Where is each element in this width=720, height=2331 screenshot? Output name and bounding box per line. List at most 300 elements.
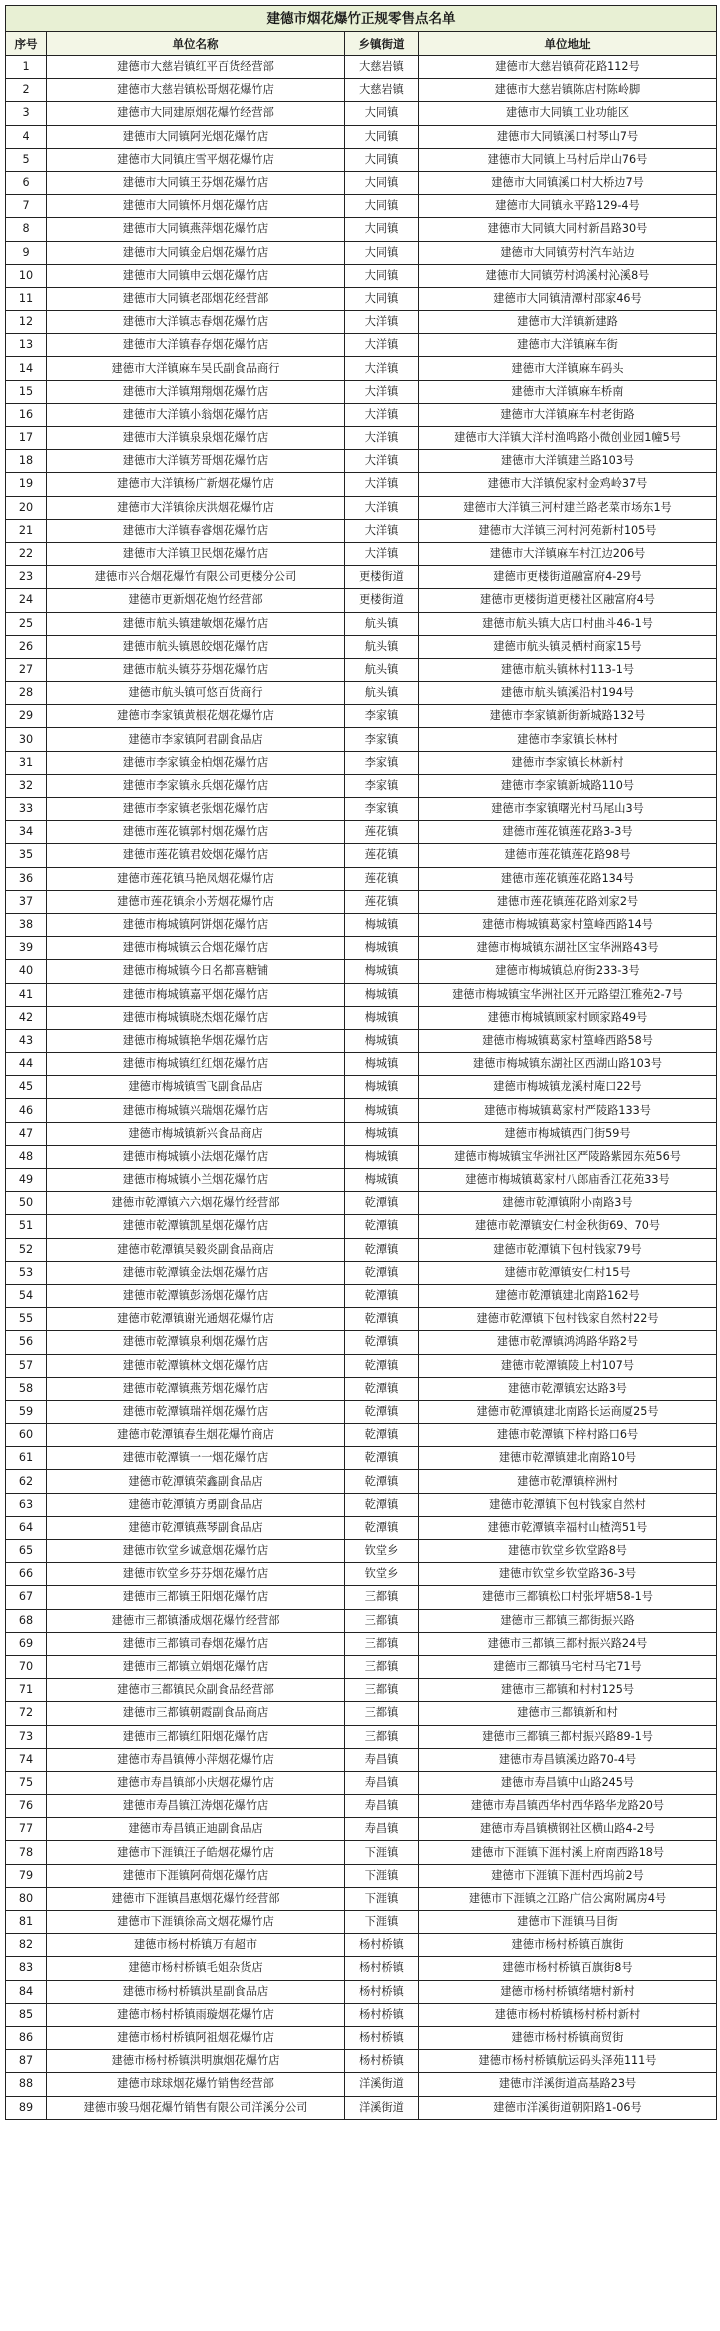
town-street: 梅城镇 bbox=[345, 1145, 419, 1168]
unit-name: 建德市李家镇永兵烟花爆竹店 bbox=[47, 774, 345, 797]
table-row bbox=[6, 1586, 717, 1609]
unit-address: 建德市杨村桥镇商贸街 bbox=[419, 2026, 717, 2049]
unit-name: 建德市大洋镇杨广新烟花爆竹店 bbox=[47, 473, 345, 496]
unit-name: 建德市李家镇老张烟花爆竹店 bbox=[47, 798, 345, 821]
unit-name: 建德市大洋镇芳哥烟花爆竹店 bbox=[47, 450, 345, 473]
unit-name: 建德市三都镇司春烟花爆竹店 bbox=[47, 1632, 345, 1655]
table-row bbox=[6, 1284, 717, 1307]
unit-address: 建德市三都镇松口村张坪塘58-1号 bbox=[419, 1586, 717, 1609]
town-street: 梅城镇 bbox=[345, 1076, 419, 1099]
table-row bbox=[6, 1493, 717, 1516]
table-row bbox=[6, 2026, 717, 2049]
town-street: 三都镇 bbox=[345, 1632, 419, 1655]
table-row bbox=[6, 937, 717, 960]
town-street: 乾潭镇 bbox=[345, 1261, 419, 1284]
table-row bbox=[6, 1725, 717, 1748]
table-row bbox=[6, 566, 717, 589]
table-row bbox=[6, 1887, 717, 1910]
row-number: 75 bbox=[6, 1771, 47, 1794]
table-row bbox=[6, 1563, 717, 1586]
unit-name: 建德市梅城镇云合烟花爆竹店 bbox=[47, 937, 345, 960]
unit-name: 建德市大同建原烟花爆竹经营部 bbox=[47, 102, 345, 125]
table-row bbox=[6, 56, 717, 79]
unit-address: 建德市梅城镇龙溪村庵口22号 bbox=[419, 1076, 717, 1099]
table-body bbox=[6, 56, 717, 2120]
unit-name: 建德市三都镇潘成烟花爆竹经营部 bbox=[47, 1609, 345, 1632]
unit-address: 建德市大同镇工业功能区 bbox=[419, 102, 717, 125]
unit-address: 建德市梅城镇葛家村八郎庙香江花苑33号 bbox=[419, 1169, 717, 1192]
unit-address: 建德市大洋镇麻车村江边206号 bbox=[419, 542, 717, 565]
unit-address: 建德市大同镇大同村新昌路30号 bbox=[419, 218, 717, 241]
table-row bbox=[6, 1818, 717, 1841]
unit-address: 建德市乾潭镇建北南路10号 bbox=[419, 1447, 717, 1470]
town-street: 下涯镇 bbox=[345, 1887, 419, 1910]
town-street: 大洋镇 bbox=[345, 334, 419, 357]
row-number: 35 bbox=[6, 844, 47, 867]
table-row bbox=[6, 1771, 717, 1794]
row-number: 32 bbox=[6, 774, 47, 797]
row-number: 44 bbox=[6, 1053, 47, 1076]
retail-list-table bbox=[5, 5, 717, 2120]
town-street: 航头镇 bbox=[345, 682, 419, 705]
unit-name: 建德市大洋镇翔翔烟花爆竹店 bbox=[47, 380, 345, 403]
unit-name: 建德市杨村桥镇毛姐杂货店 bbox=[47, 1957, 345, 1980]
unit-address: 建德市钦堂乡钦堂路36-3号 bbox=[419, 1563, 717, 1586]
unit-name: 建德市乾潭镇春生烟花爆竹商店 bbox=[47, 1424, 345, 1447]
row-number: 70 bbox=[6, 1655, 47, 1678]
row-number: 53 bbox=[6, 1261, 47, 1284]
row-number: 2 bbox=[6, 79, 47, 102]
town-street: 大洋镇 bbox=[345, 427, 419, 450]
town-street: 钦堂乡 bbox=[345, 1540, 419, 1563]
table-row bbox=[6, 79, 717, 102]
row-number: 83 bbox=[6, 1957, 47, 1980]
row-number: 84 bbox=[6, 1980, 47, 2003]
table-row bbox=[6, 1911, 717, 1934]
table-row bbox=[6, 890, 717, 913]
unit-name: 建德市梅城镇新兴食品商店 bbox=[47, 1122, 345, 1145]
town-street: 乾潭镇 bbox=[345, 1215, 419, 1238]
table-row bbox=[6, 1261, 717, 1284]
unit-name: 建德市大洋镇麻车吴氏副食品商行 bbox=[47, 357, 345, 380]
table-row bbox=[6, 589, 717, 612]
table-row bbox=[6, 2096, 717, 2119]
unit-name: 建德市下涯镇昌惠烟花爆竹经营部 bbox=[47, 1887, 345, 1910]
table-row bbox=[6, 148, 717, 171]
table-row bbox=[6, 1609, 717, 1632]
table-row bbox=[6, 1841, 717, 1864]
town-street: 大同镇 bbox=[345, 125, 419, 148]
unit-name: 建德市更新烟花炮竹经营部 bbox=[47, 589, 345, 612]
unit-name: 建德市乾潭镇谢光通烟花爆竹店 bbox=[47, 1308, 345, 1331]
table-row bbox=[6, 774, 717, 797]
unit-name: 建德市寿昌镇部小庆烟花爆竹店 bbox=[47, 1771, 345, 1794]
town-street: 三都镇 bbox=[345, 1586, 419, 1609]
row-number: 58 bbox=[6, 1377, 47, 1400]
unit-address: 建德市乾潭镇建北南路162号 bbox=[419, 1284, 717, 1307]
row-number: 7 bbox=[6, 195, 47, 218]
town-street: 下涯镇 bbox=[345, 1841, 419, 1864]
table-row bbox=[6, 1192, 717, 1215]
table-row bbox=[6, 705, 717, 728]
unit-name: 建德市莲花镇余小芳烟花爆竹店 bbox=[47, 890, 345, 913]
unit-address: 建德市寿昌镇中山路245号 bbox=[419, 1771, 717, 1794]
unit-address: 建德市李家镇长林新村 bbox=[419, 751, 717, 774]
unit-address: 建德市下涯镇马目街 bbox=[419, 1911, 717, 1934]
row-number: 3 bbox=[6, 102, 47, 125]
unit-name: 建德市三都镇立娟烟花爆竹店 bbox=[47, 1655, 345, 1678]
unit-address: 建德市寿昌镇横钢社区横山路4-2号 bbox=[419, 1818, 717, 1841]
town-street: 乾潭镇 bbox=[345, 1354, 419, 1377]
unit-name: 建德市大洋镇春睿烟花爆竹店 bbox=[47, 519, 345, 542]
row-number: 29 bbox=[6, 705, 47, 728]
row-number: 65 bbox=[6, 1540, 47, 1563]
town-street: 钦堂乡 bbox=[345, 1563, 419, 1586]
town-street: 大同镇 bbox=[345, 287, 419, 310]
town-street: 乾潭镇 bbox=[345, 1400, 419, 1423]
town-street: 梅城镇 bbox=[345, 937, 419, 960]
row-number: 42 bbox=[6, 1006, 47, 1029]
row-number: 18 bbox=[6, 450, 47, 473]
table-row bbox=[6, 1748, 717, 1771]
unit-address: 建德市杨村桥镇百旗街 bbox=[419, 1934, 717, 1957]
town-street: 杨村桥镇 bbox=[345, 2050, 419, 2073]
unit-address: 建德市钦堂乡钦堂路8号 bbox=[419, 1540, 717, 1563]
town-street: 寿昌镇 bbox=[345, 1818, 419, 1841]
row-number: 28 bbox=[6, 682, 47, 705]
unit-address: 建德市莲花镇莲花路98号 bbox=[419, 844, 717, 867]
unit-address: 建德市乾潭镇安仁村金秋街69、70号 bbox=[419, 1215, 717, 1238]
row-number: 39 bbox=[6, 937, 47, 960]
table-row bbox=[6, 1215, 717, 1238]
unit-name: 建德市大慈岩镇松哥烟花爆竹店 bbox=[47, 79, 345, 102]
row-number: 49 bbox=[6, 1169, 47, 1192]
unit-name: 建德市钦堂乡芬芬烟花爆竹店 bbox=[47, 1563, 345, 1586]
town-street: 大洋镇 bbox=[345, 357, 419, 380]
unit-address: 建德市乾潭镇宏达路3号 bbox=[419, 1377, 717, 1400]
town-street: 大同镇 bbox=[345, 102, 419, 125]
unit-address: 建德市下涯镇下涯村溪上府南西路18号 bbox=[419, 1841, 717, 1864]
row-number: 6 bbox=[6, 171, 47, 194]
table-row bbox=[6, 195, 717, 218]
row-number: 77 bbox=[6, 1818, 47, 1841]
table-row bbox=[6, 867, 717, 890]
unit-name: 建德市骏马烟花爆竹销售有限公司洋溪分公司 bbox=[47, 2096, 345, 2119]
row-number: 62 bbox=[6, 1470, 47, 1493]
table-row bbox=[6, 983, 717, 1006]
unit-address: 建德市洋溪街道朝阳路1-06号 bbox=[419, 2096, 717, 2119]
unit-name: 建德市梅城镇雪飞副食品店 bbox=[47, 1076, 345, 1099]
row-number: 43 bbox=[6, 1029, 47, 1052]
town-street: 乾潭镇 bbox=[345, 1424, 419, 1447]
row-number: 11 bbox=[6, 287, 47, 310]
unit-name: 建德市莲花镇郭村烟花爆竹店 bbox=[47, 821, 345, 844]
unit-address: 建德市三都镇新和村 bbox=[419, 1702, 717, 1725]
town-street: 大同镇 bbox=[345, 195, 419, 218]
unit-address: 建德市更楼街道融富府4-29号 bbox=[419, 566, 717, 589]
town-street: 下涯镇 bbox=[345, 1911, 419, 1934]
unit-name: 建德市大同镇庄雪平烟花爆竹店 bbox=[47, 148, 345, 171]
unit-name: 建德市航头镇建敏烟花爆竹店 bbox=[47, 612, 345, 635]
table-row bbox=[6, 1702, 717, 1725]
table-row bbox=[6, 102, 717, 125]
unit-name: 建德市大洋镇志春烟花爆竹店 bbox=[47, 311, 345, 334]
unit-address: 建德市大洋镇三河村河苑新村105号 bbox=[419, 519, 717, 542]
row-number: 88 bbox=[6, 2073, 47, 2096]
table-row bbox=[6, 1864, 717, 1887]
row-number: 61 bbox=[6, 1447, 47, 1470]
unit-address: 建德市梅城镇葛家村严陵路133号 bbox=[419, 1099, 717, 1122]
unit-name: 建德市大洋镇徐庆洪烟花爆竹店 bbox=[47, 496, 345, 519]
town-street: 大洋镇 bbox=[345, 311, 419, 334]
unit-name: 建德市大慈岩镇红平百货经营部 bbox=[47, 56, 345, 79]
table-row bbox=[6, 1934, 717, 1957]
town-street: 航头镇 bbox=[345, 635, 419, 658]
table-row bbox=[6, 427, 717, 450]
unit-address: 建德市大洋镇三河村建兰路老菜市场东1号 bbox=[419, 496, 717, 519]
unit-name: 建德市杨村桥镇雨璇烟花爆竹店 bbox=[47, 2003, 345, 2026]
row-number: 45 bbox=[6, 1076, 47, 1099]
row-number: 23 bbox=[6, 566, 47, 589]
town-street: 乾潭镇 bbox=[345, 1493, 419, 1516]
row-number: 30 bbox=[6, 728, 47, 751]
unit-address: 建德市大同镇清潭村邵家46号 bbox=[419, 287, 717, 310]
table-row bbox=[6, 1377, 717, 1400]
unit-name: 建德市兴合烟花爆竹有限公司更楼分公司 bbox=[47, 566, 345, 589]
table-row bbox=[6, 960, 717, 983]
unit-address: 建德市航头镇大店口村曲斗46-1号 bbox=[419, 612, 717, 635]
unit-name: 建德市大同镇老邵烟花经营部 bbox=[47, 287, 345, 310]
unit-name: 建德市乾潭镇燕琴副食品店 bbox=[47, 1516, 345, 1539]
unit-name: 建德市乾潭镇方勇副食品店 bbox=[47, 1493, 345, 1516]
town-street: 乾潭镇 bbox=[345, 1284, 419, 1307]
unit-address: 建德市大洋镇大洋村渔鸣路小微创业园1幢5号 bbox=[419, 427, 717, 450]
town-street: 乾潭镇 bbox=[345, 1470, 419, 1493]
town-street: 梅城镇 bbox=[345, 1169, 419, 1192]
table-row bbox=[6, 798, 717, 821]
unit-address: 建德市大洋镇建兰路103号 bbox=[419, 450, 717, 473]
town-street: 莲花镇 bbox=[345, 867, 419, 890]
table-row bbox=[6, 2003, 717, 2026]
table-row bbox=[6, 496, 717, 519]
unit-name: 建德市梅城镇艳华烟花爆竹店 bbox=[47, 1029, 345, 1052]
town-street: 寿昌镇 bbox=[345, 1771, 419, 1794]
town-street: 乾潭镇 bbox=[345, 1331, 419, 1354]
unit-name: 建德市梅城镇小兰烟花爆竹店 bbox=[47, 1169, 345, 1192]
row-number: 14 bbox=[6, 357, 47, 380]
table-row bbox=[6, 1099, 717, 1122]
row-number: 85 bbox=[6, 2003, 47, 2026]
table-row bbox=[6, 1006, 717, 1029]
row-number: 69 bbox=[6, 1632, 47, 1655]
row-number: 86 bbox=[6, 2026, 47, 2049]
row-number: 31 bbox=[6, 751, 47, 774]
town-street: 梅城镇 bbox=[345, 1029, 419, 1052]
town-street: 大洋镇 bbox=[345, 380, 419, 403]
unit-address: 建德市下涯镇之江路广信公寓附属房4号 bbox=[419, 1887, 717, 1910]
row-number: 63 bbox=[6, 1493, 47, 1516]
unit-name: 建德市莲花镇马艳凤烟花爆竹店 bbox=[47, 867, 345, 890]
table-row bbox=[6, 287, 717, 310]
row-number: 16 bbox=[6, 403, 47, 426]
town-street: 大同镇 bbox=[345, 241, 419, 264]
unit-name: 建德市乾潭镇彭汤烟花爆竹店 bbox=[47, 1284, 345, 1307]
row-number: 38 bbox=[6, 913, 47, 936]
unit-name: 建德市杨村桥镇万有超市 bbox=[47, 1934, 345, 1957]
unit-address: 建德市杨村桥镇杨村桥村新村 bbox=[419, 2003, 717, 2026]
row-number: 50 bbox=[6, 1192, 47, 1215]
unit-address: 建德市洋溪街道高基路23号 bbox=[419, 2073, 717, 2096]
row-number: 36 bbox=[6, 867, 47, 890]
table-row bbox=[6, 1145, 717, 1168]
table-row bbox=[6, 1424, 717, 1447]
table-row bbox=[6, 1053, 717, 1076]
town-street: 更楼街道 bbox=[345, 566, 419, 589]
unit-address: 建德市寿昌镇西华村西华路华龙路20号 bbox=[419, 1795, 717, 1818]
unit-address: 建德市乾潭镇附小南路3号 bbox=[419, 1192, 717, 1215]
town-street: 莲花镇 bbox=[345, 821, 419, 844]
table-row bbox=[6, 450, 717, 473]
town-street: 乾潭镇 bbox=[345, 1516, 419, 1539]
town-street: 三都镇 bbox=[345, 1655, 419, 1678]
unit-name: 建德市大同镇金启烟花爆竹店 bbox=[47, 241, 345, 264]
town-street: 三都镇 bbox=[345, 1725, 419, 1748]
unit-name: 建德市大同镇燕萍烟花爆竹店 bbox=[47, 218, 345, 241]
table-row bbox=[6, 1540, 717, 1563]
table-row bbox=[6, 1679, 717, 1702]
town-street: 大同镇 bbox=[345, 264, 419, 287]
town-street: 李家镇 bbox=[345, 728, 419, 751]
row-number: 25 bbox=[6, 612, 47, 635]
unit-name: 建德市大同镇王芬烟花爆竹店 bbox=[47, 171, 345, 194]
unit-address: 建德市莲花镇莲花路刘家2号 bbox=[419, 890, 717, 913]
town-street: 航头镇 bbox=[345, 612, 419, 635]
row-number: 67 bbox=[6, 1586, 47, 1609]
town-street: 杨村桥镇 bbox=[345, 2026, 419, 2049]
town-street: 下涯镇 bbox=[345, 1864, 419, 1887]
table-row bbox=[6, 1400, 717, 1423]
row-number: 74 bbox=[6, 1748, 47, 1771]
town-street: 梅城镇 bbox=[345, 1006, 419, 1029]
table-row bbox=[6, 171, 717, 194]
unit-address: 建德市大同镇劳村鸿溪村沁溪8号 bbox=[419, 264, 717, 287]
unit-address: 建德市莲花镇莲花路3-3号 bbox=[419, 821, 717, 844]
row-number: 80 bbox=[6, 1887, 47, 1910]
table-row bbox=[6, 1980, 717, 2003]
unit-name: 建德市梅城镇阿饼烟花爆竹店 bbox=[47, 913, 345, 936]
row-number: 1 bbox=[6, 56, 47, 79]
unit-name: 建德市球球烟花爆竹销售经营部 bbox=[47, 2073, 345, 2096]
town-street: 李家镇 bbox=[345, 798, 419, 821]
town-street: 大慈岩镇 bbox=[345, 56, 419, 79]
table-row bbox=[6, 728, 717, 751]
unit-address: 建德市三都镇三都村振兴路24号 bbox=[419, 1632, 717, 1655]
row-number: 72 bbox=[6, 1702, 47, 1725]
table-row bbox=[6, 1029, 717, 1052]
table-row bbox=[6, 844, 717, 867]
row-number: 87 bbox=[6, 2050, 47, 2073]
row-number: 82 bbox=[6, 1934, 47, 1957]
title-row bbox=[6, 6, 717, 32]
header-no: 序号 bbox=[6, 32, 47, 56]
unit-name: 建德市钦堂乡诚意烟花爆竹店 bbox=[47, 1540, 345, 1563]
unit-address: 建德市乾潭镇梓洲村 bbox=[419, 1470, 717, 1493]
table-row bbox=[6, 1447, 717, 1470]
town-street: 乾潭镇 bbox=[345, 1447, 419, 1470]
unit-address: 建德市梅城镇顾家村顾家路49号 bbox=[419, 1006, 717, 1029]
unit-name: 建德市下涯镇阿荷烟花爆竹店 bbox=[47, 1864, 345, 1887]
row-number: 71 bbox=[6, 1679, 47, 1702]
unit-name: 建德市乾潭镇瑞祥烟花爆竹店 bbox=[47, 1400, 345, 1423]
unit-address: 建德市大同镇劳村汽车站边 bbox=[419, 241, 717, 264]
unit-name: 建德市乾潭镇六六烟花爆竹经营部 bbox=[47, 1192, 345, 1215]
unit-address: 建德市航头镇灵栖村商家15号 bbox=[419, 635, 717, 658]
row-number: 19 bbox=[6, 473, 47, 496]
unit-name: 建德市杨村桥镇洪星副食品店 bbox=[47, 1980, 345, 2003]
table-row bbox=[6, 125, 717, 148]
table-row bbox=[6, 913, 717, 936]
unit-name: 建德市杨村桥镇阿祖烟花爆竹店 bbox=[47, 2026, 345, 2049]
table-row bbox=[6, 1076, 717, 1099]
unit-name: 建德市乾潭镇燕芳烟花爆竹店 bbox=[47, 1377, 345, 1400]
unit-address: 建德市杨村桥镇航运码头泽苑111号 bbox=[419, 2050, 717, 2073]
town-street: 乾潭镇 bbox=[345, 1238, 419, 1261]
town-street: 梅城镇 bbox=[345, 1053, 419, 1076]
row-number: 68 bbox=[6, 1609, 47, 1632]
unit-address: 建德市乾潭镇陵上村107号 bbox=[419, 1354, 717, 1377]
unit-name: 建德市梅城镇晓杰烟花爆竹店 bbox=[47, 1006, 345, 1029]
unit-address: 建德市航头镇林村113-1号 bbox=[419, 658, 717, 681]
row-number: 12 bbox=[6, 311, 47, 334]
unit-address: 建德市梅城镇西门街59号 bbox=[419, 1122, 717, 1145]
unit-address: 建德市大洋镇麻车码头 bbox=[419, 357, 717, 380]
town-street: 洋溪街道 bbox=[345, 2096, 419, 2119]
unit-name: 建德市乾潭镇荣鑫副食品店 bbox=[47, 1470, 345, 1493]
table-row bbox=[6, 311, 717, 334]
unit-address: 建德市梅城镇宝华洲社区开元路望江雅苑2-7号 bbox=[419, 983, 717, 1006]
row-number: 33 bbox=[6, 798, 47, 821]
row-number: 57 bbox=[6, 1354, 47, 1377]
header-address: 单位地址 bbox=[419, 32, 717, 56]
table-row bbox=[6, 1470, 717, 1493]
row-number: 59 bbox=[6, 1400, 47, 1423]
unit-address: 建德市大同镇上马村后岸山76号 bbox=[419, 148, 717, 171]
town-street: 杨村桥镇 bbox=[345, 1957, 419, 1980]
town-street: 梅城镇 bbox=[345, 1122, 419, 1145]
unit-name: 建德市乾潭镇凯星烟花爆竹店 bbox=[47, 1215, 345, 1238]
town-street: 大洋镇 bbox=[345, 542, 419, 565]
unit-name: 建德市寿昌镇江涛烟花爆竹店 bbox=[47, 1795, 345, 1818]
header-town: 乡镇街道 bbox=[345, 32, 419, 56]
town-street: 大洋镇 bbox=[345, 473, 419, 496]
unit-address: 建德市大洋镇倪家村金鸡岭37号 bbox=[419, 473, 717, 496]
town-street: 大洋镇 bbox=[345, 496, 419, 519]
table-row bbox=[6, 519, 717, 542]
row-number: 46 bbox=[6, 1099, 47, 1122]
town-street: 大洋镇 bbox=[345, 450, 419, 473]
unit-name: 建德市三都镇红阳烟花爆竹店 bbox=[47, 1725, 345, 1748]
table-row bbox=[6, 1308, 717, 1331]
unit-name: 建德市乾潭镇吴毅炎副食品商店 bbox=[47, 1238, 345, 1261]
town-street: 李家镇 bbox=[345, 774, 419, 797]
town-street: 梅城镇 bbox=[345, 983, 419, 1006]
row-number: 5 bbox=[6, 148, 47, 171]
unit-name: 建德市寿昌镇傅小萍烟花爆竹店 bbox=[47, 1748, 345, 1771]
town-street: 大洋镇 bbox=[345, 519, 419, 542]
row-number: 56 bbox=[6, 1331, 47, 1354]
table-row bbox=[6, 682, 717, 705]
table-row bbox=[6, 2050, 717, 2073]
